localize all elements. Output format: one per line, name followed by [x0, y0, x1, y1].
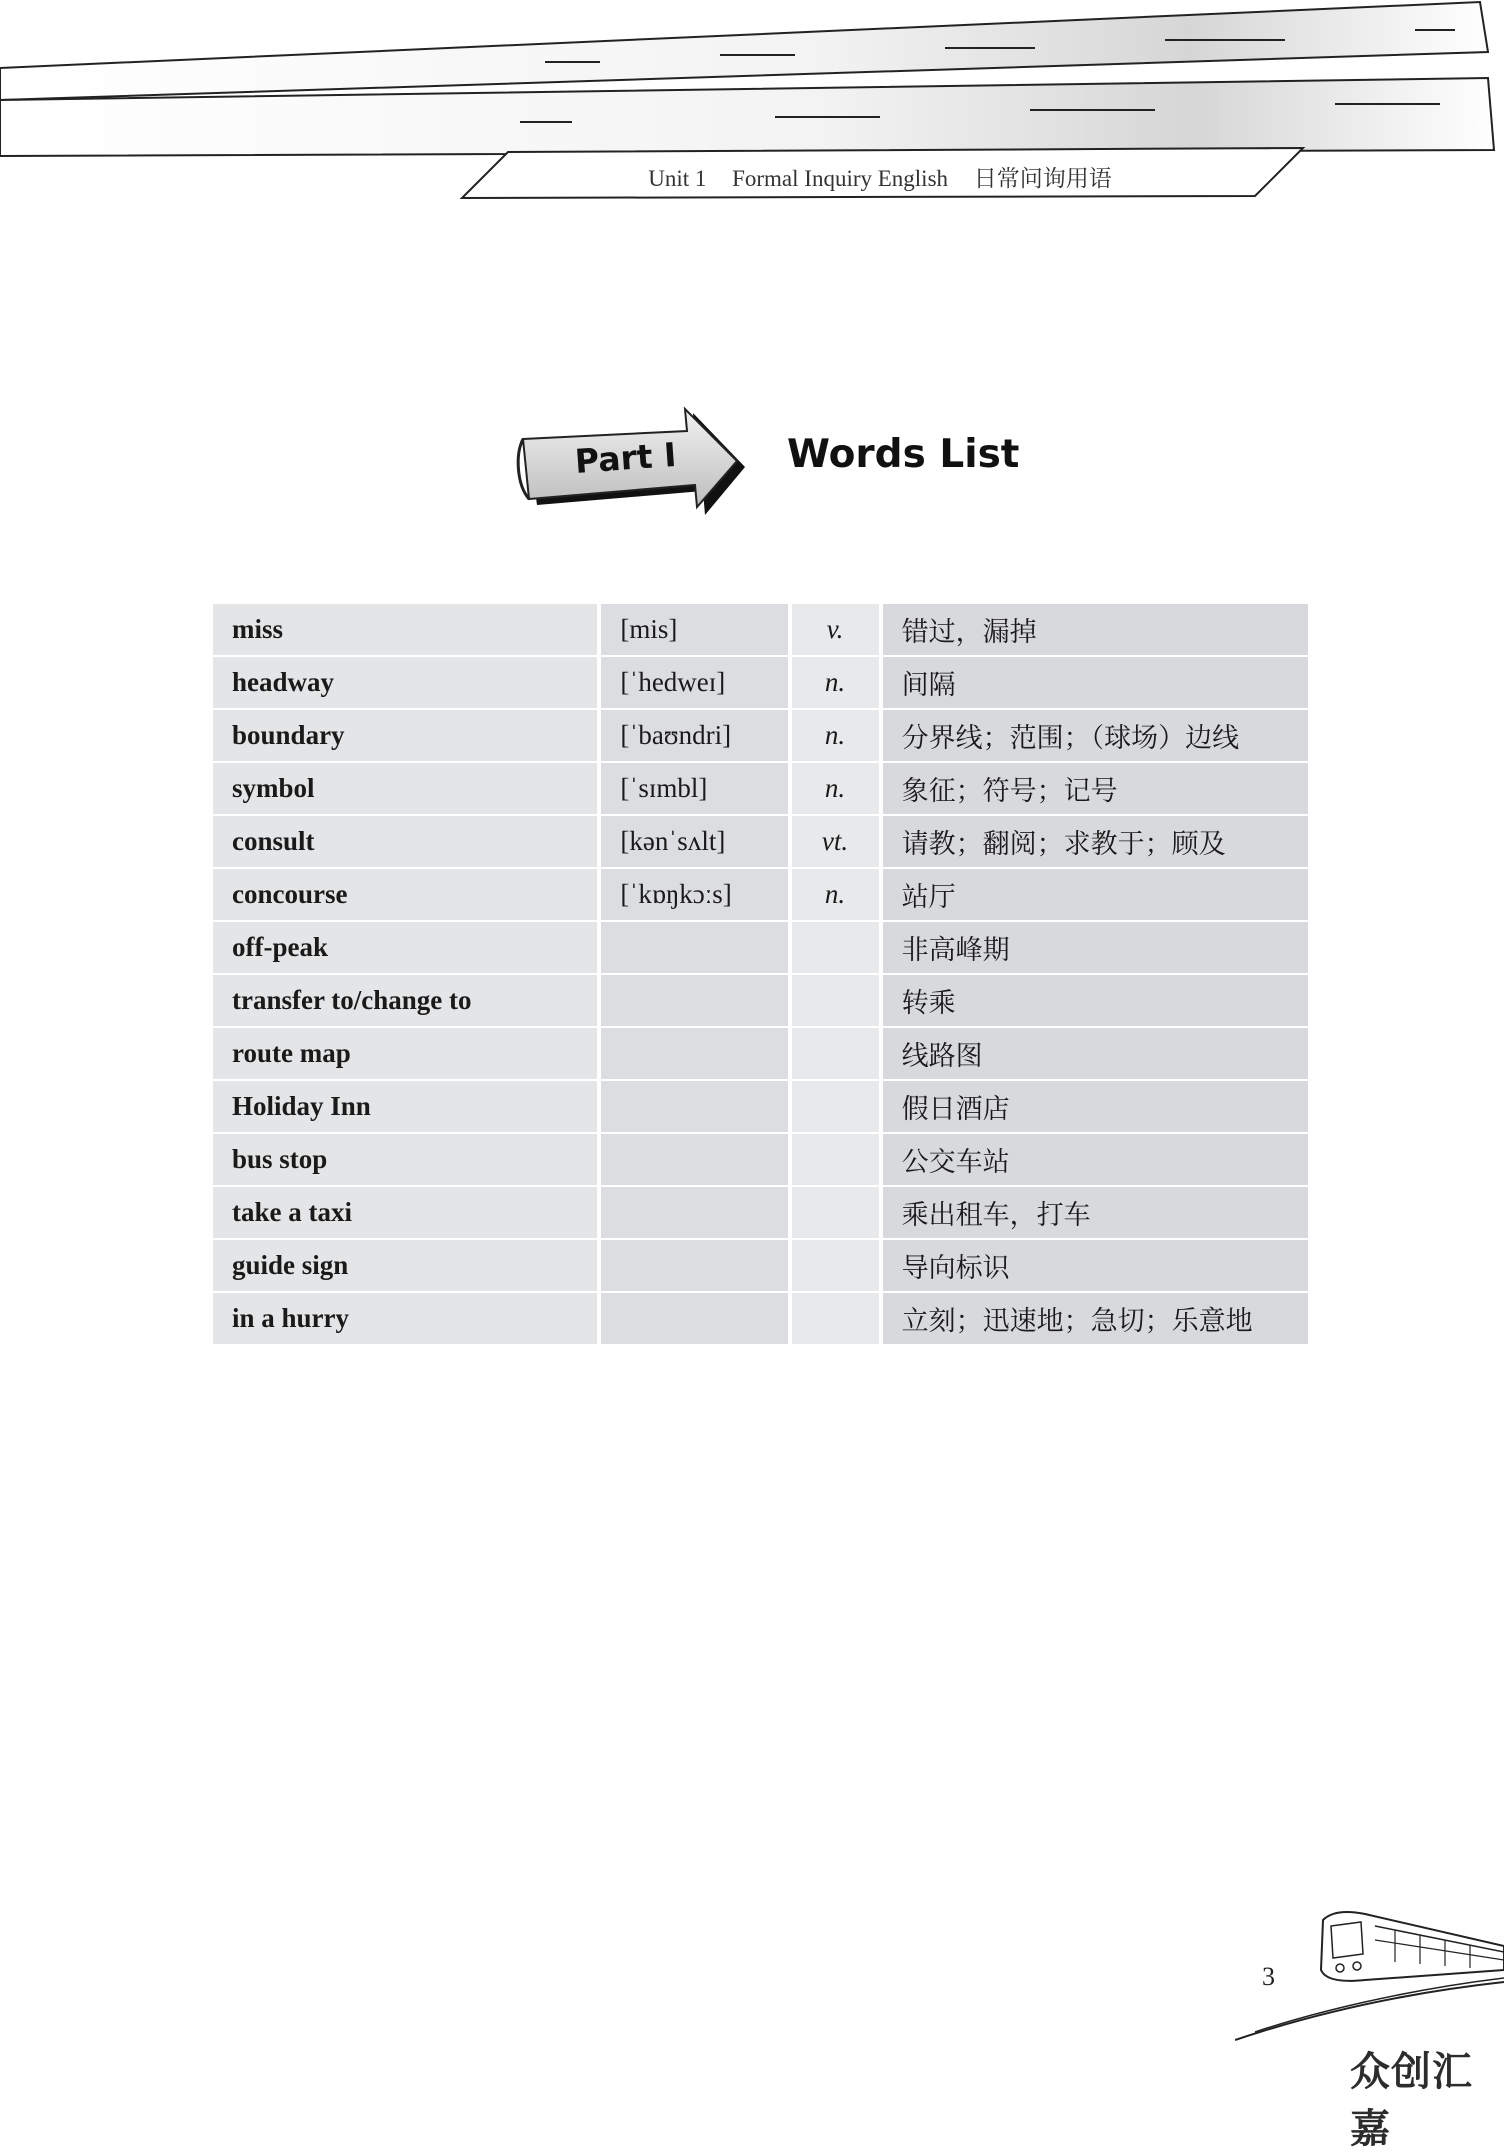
meaning-cell: 公交车站 [879, 1134, 1308, 1187]
word-cell: in a hurry [213, 1293, 597, 1346]
meaning-cell: 线路图 [879, 1028, 1308, 1081]
phonetic-cell [597, 1187, 787, 1240]
part-of-speech-cell [788, 1187, 879, 1240]
table-row [213, 1293, 1308, 1346]
part-of-speech-cell [788, 1240, 879, 1293]
word-cell: headway [213, 657, 597, 710]
page-number: 3 [1262, 1962, 1275, 1991]
phonetic-cell [597, 1134, 787, 1187]
part-of-speech-cell [788, 1293, 879, 1346]
part-of-speech-cell: n. [788, 657, 879, 710]
table-row [213, 763, 1308, 816]
phonetic-cell [597, 1028, 787, 1081]
phonetic-cell: [ˈsɪmbl] [597, 763, 787, 816]
word-cell: symbol [213, 763, 597, 816]
header-unit: Unit 1 [648, 166, 707, 191]
phonetic-cell: [ˈbaʊndri] [597, 710, 787, 763]
word-cell: consult [213, 816, 597, 869]
meaning-cell: 请教；翻阅；求教于；顾及 [879, 816, 1308, 869]
meaning-cell: 导向标识 [879, 1240, 1308, 1293]
watermark: 众创汇嘉 [1350, 2049, 1473, 2152]
word-cell: off-peak [213, 922, 597, 975]
train-illustration [1235, 1900, 1504, 2050]
table-row [213, 1081, 1308, 1134]
word-cell: transfer to/change to [213, 975, 597, 1028]
meaning-cell: 假日酒店 [879, 1081, 1308, 1134]
part-of-speech-cell: v. [788, 604, 879, 657]
phonetic-cell [597, 975, 787, 1028]
phonetic-cell [597, 1081, 787, 1134]
table-row [213, 975, 1308, 1028]
meaning-cell: 分界线；范围；（球场）边线 [879, 710, 1308, 763]
phonetic-cell: [ˈkɒŋkɔːs] [597, 869, 787, 922]
part-of-speech-cell: n. [788, 869, 879, 922]
phonetic-cell [597, 1240, 787, 1293]
word-cell: take a taxi [213, 1187, 597, 1240]
header-title-en: Formal Inquiry English [732, 166, 949, 191]
table-row [213, 1187, 1308, 1240]
meaning-cell: 非高峰期 [879, 922, 1308, 975]
part-of-speech-cell: n. [788, 710, 879, 763]
phonetic-cell: [kənˈsʌlt] [597, 816, 787, 869]
meaning-cell: 象征；符号；记号 [879, 763, 1308, 816]
words-table [213, 604, 1308, 1346]
word-cell: miss [213, 604, 597, 657]
table-row [213, 710, 1308, 763]
header-title-cn: 日常问询用语 [973, 166, 1112, 191]
word-cell: guide sign [213, 1240, 597, 1293]
word-cell: Holiday Inn [213, 1081, 597, 1134]
part-of-speech-cell: n. [788, 763, 879, 816]
table-row [213, 1240, 1308, 1293]
phonetic-cell [597, 1293, 787, 1346]
meaning-cell: 错过，漏掉 [879, 604, 1308, 657]
part-of-speech-cell [788, 922, 879, 975]
table-row [213, 1134, 1308, 1187]
phonetic-cell: [mis] [597, 604, 787, 657]
section-title: Words List [787, 432, 1020, 477]
phonetic-cell [597, 922, 787, 975]
part-of-speech-cell [788, 1028, 879, 1081]
table-row [213, 604, 1308, 657]
table-row [213, 657, 1308, 710]
meaning-cell: 站厅 [879, 869, 1308, 922]
meaning-cell: 间隔 [879, 657, 1308, 710]
part-of-speech-cell: vt. [788, 816, 879, 869]
words-table-body [213, 604, 1308, 1346]
meaning-cell: 乘出租车，打车 [879, 1187, 1308, 1240]
word-cell: route map [213, 1028, 597, 1081]
meaning-cell: 立刻；迅速地；急切；乐意地 [879, 1293, 1308, 1346]
word-cell: boundary [213, 710, 597, 763]
word-cell: bus stop [213, 1134, 597, 1187]
table-row [213, 816, 1308, 869]
part-of-speech-cell [788, 1081, 879, 1134]
part-of-speech-cell [788, 1134, 879, 1187]
table-row [213, 869, 1308, 922]
phonetic-cell: [ˈhedweɪ] [597, 657, 787, 710]
part-label: Part I [573, 434, 678, 481]
meaning-cell: 转乘 [879, 975, 1308, 1028]
running-header [470, 160, 1290, 193]
table-row [213, 922, 1308, 975]
part-of-speech-cell [788, 975, 879, 1028]
word-cell: concourse [213, 869, 597, 922]
table-row [213, 1028, 1308, 1081]
